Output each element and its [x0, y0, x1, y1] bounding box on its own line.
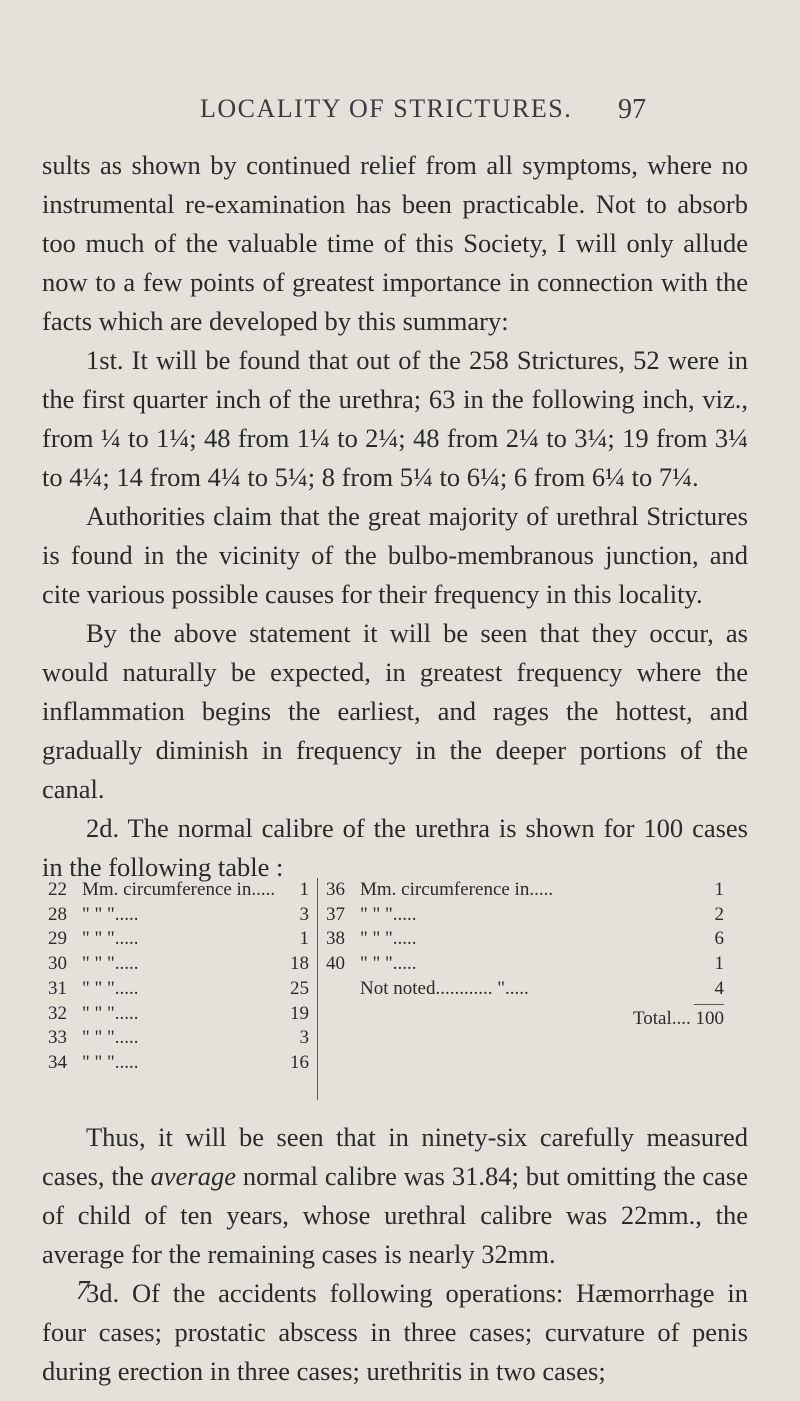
row-mm: 38 — [326, 928, 345, 950]
row-dots: ..... — [114, 1051, 139, 1073]
table-row — [326, 927, 724, 952]
row-label: " " " — [82, 903, 115, 925]
row-mm: 33 — [48, 1027, 67, 1049]
paragraph-6: Thus, it will be seen that in ninety-six carefully measured cases, the average normal calibre was 31.84; but omitting the case of child of ten years, whose urethral calibre was 22mm., the average for the remaining cases is nearly 32mm. — [42, 1122, 748, 1269]
total-rule — [694, 1004, 724, 1005]
total-row — [326, 1007, 724, 1032]
paragraph-7: 3d. Of the accidents following operations: Hæmorrhage in four cases; prostatic abscess in three cases; curvature of penis during erection in three cases; urethritis in two cases; — [42, 1278, 748, 1386]
row-label: " " " — [82, 1002, 115, 1024]
row-dots: ..... — [114, 977, 139, 999]
row-count: 1 — [299, 928, 309, 950]
row-dots: ..... — [114, 903, 139, 925]
row-dots: ..... — [251, 879, 276, 900]
row-dots: ..... — [529, 879, 554, 900]
row-label: " " " — [360, 928, 393, 950]
row-count: 2 — [714, 903, 724, 925]
row-dots: ..... — [114, 928, 139, 950]
row-count: 16 — [290, 1051, 309, 1073]
body-text-upper — [42, 146, 748, 887]
row-label: Mm. circumference in — [82, 879, 252, 900]
paragraph-3: Authorities claim that the great majority of urethral Strictures is found in the vicinity of the bulbo-membranous junction, and cite various possible causes for their frequency in this locality. — [42, 501, 748, 609]
paragraph-5: 2d. The normal calibre of the urethra is shown for 100 cases in the following table : — [42, 813, 748, 882]
row-dots: ..... — [114, 953, 139, 975]
row-mm: 29 — [48, 928, 67, 950]
row-mm: 32 — [48, 1002, 67, 1024]
row-count: 19 — [290, 1002, 309, 1024]
table-row — [48, 977, 309, 1002]
row-count: 4 — [714, 977, 724, 999]
table-row — [326, 977, 724, 1002]
row-mm: 36 — [326, 879, 345, 900]
row-mm: 37 — [326, 903, 345, 925]
row-mm: 40 — [326, 953, 345, 975]
table-right-column — [317, 878, 724, 1100]
paragraph-2: 1st. It will be found that out of the 258 Strictures, 52 were in the first quarter inch of the urethra; 63 in the following inch, viz., from ¼ to 1¼; 48 from 1¼ to 2¼; 48 from 2¼ to 3¼; 19 from 3¼ to 4¼; 14 from 4¼ to 5¼; 8 from 5¼ to 6¼; 6 from 6¼ to 7¼. — [42, 345, 748, 492]
table-row — [48, 927, 309, 952]
row-count: 3 — [299, 1027, 309, 1049]
body-text-lower — [42, 1118, 748, 1391]
row-dots: ..... — [392, 928, 417, 950]
total-value: 100 — [695, 1007, 724, 1029]
row-mm: 22 — [48, 879, 67, 900]
row-count: 1 — [714, 953, 724, 975]
row-count: 1 — [714, 879, 724, 900]
row-label: " " " — [360, 903, 393, 925]
row-label: " " " — [82, 1027, 115, 1049]
row-count: 25 — [290, 977, 309, 999]
row-dots: ..... — [392, 953, 417, 975]
table-row — [48, 1051, 309, 1076]
row-mm: 30 — [48, 953, 67, 975]
page-header — [0, 94, 800, 134]
paragraph-4: By the above statement it will be seen that they occur, as would naturally be expected, in greatest frequency where the inflammation begins the earliest, and rages the hottest, and gradually diminish in frequency in the deeper portions of the canal. — [42, 618, 748, 804]
row-count: 1 — [299, 879, 309, 900]
running-title: LOCALITY OF STRICTURES. — [200, 94, 573, 123]
page-number: 97 — [618, 94, 646, 125]
emphasized-word: average — [150, 1161, 237, 1191]
table-row — [48, 952, 309, 977]
row-mm — [326, 977, 360, 1002]
table-row — [326, 952, 724, 977]
table-row — [48, 903, 309, 928]
row-label: Not noted............ " — [360, 977, 505, 999]
row-count: 6 — [714, 928, 724, 950]
table-row — [48, 1002, 309, 1027]
row-dots: ..... — [114, 1027, 139, 1049]
table-left-column — [48, 878, 309, 1076]
row-label: " " " — [82, 953, 115, 975]
row-count: 3 — [299, 903, 309, 925]
row-dots: ..... — [392, 903, 417, 925]
row-mm: 28 — [48, 903, 67, 925]
row-label: " " " — [360, 953, 393, 975]
total-label: Total.... — [632, 1007, 691, 1029]
row-dots: ..... — [504, 977, 529, 999]
table-row — [326, 903, 724, 928]
row-dots: ..... — [114, 1002, 139, 1024]
row-mm: 31 — [48, 977, 67, 999]
table-row — [326, 878, 724, 903]
paragraph-1: sults as shown by continued relief from all symptoms, where no instrumental re-examination has been practicable. Not to absorb too much of the valuable time of this Society, I will only allude now to a few points of greatest importance in connection with the facts which are developed by this summary: — [42, 150, 748, 336]
row-label: " " " — [82, 977, 115, 999]
row-label: " " " — [82, 928, 115, 950]
row-label: Mm. circumference in — [360, 879, 530, 900]
table-row — [48, 1026, 309, 1051]
table-row — [48, 878, 309, 903]
row-count: 18 — [290, 953, 309, 975]
row-label: " " " — [82, 1051, 115, 1073]
signature-mark: 7 — [76, 1275, 90, 1305]
row-mm: 34 — [48, 1051, 67, 1073]
